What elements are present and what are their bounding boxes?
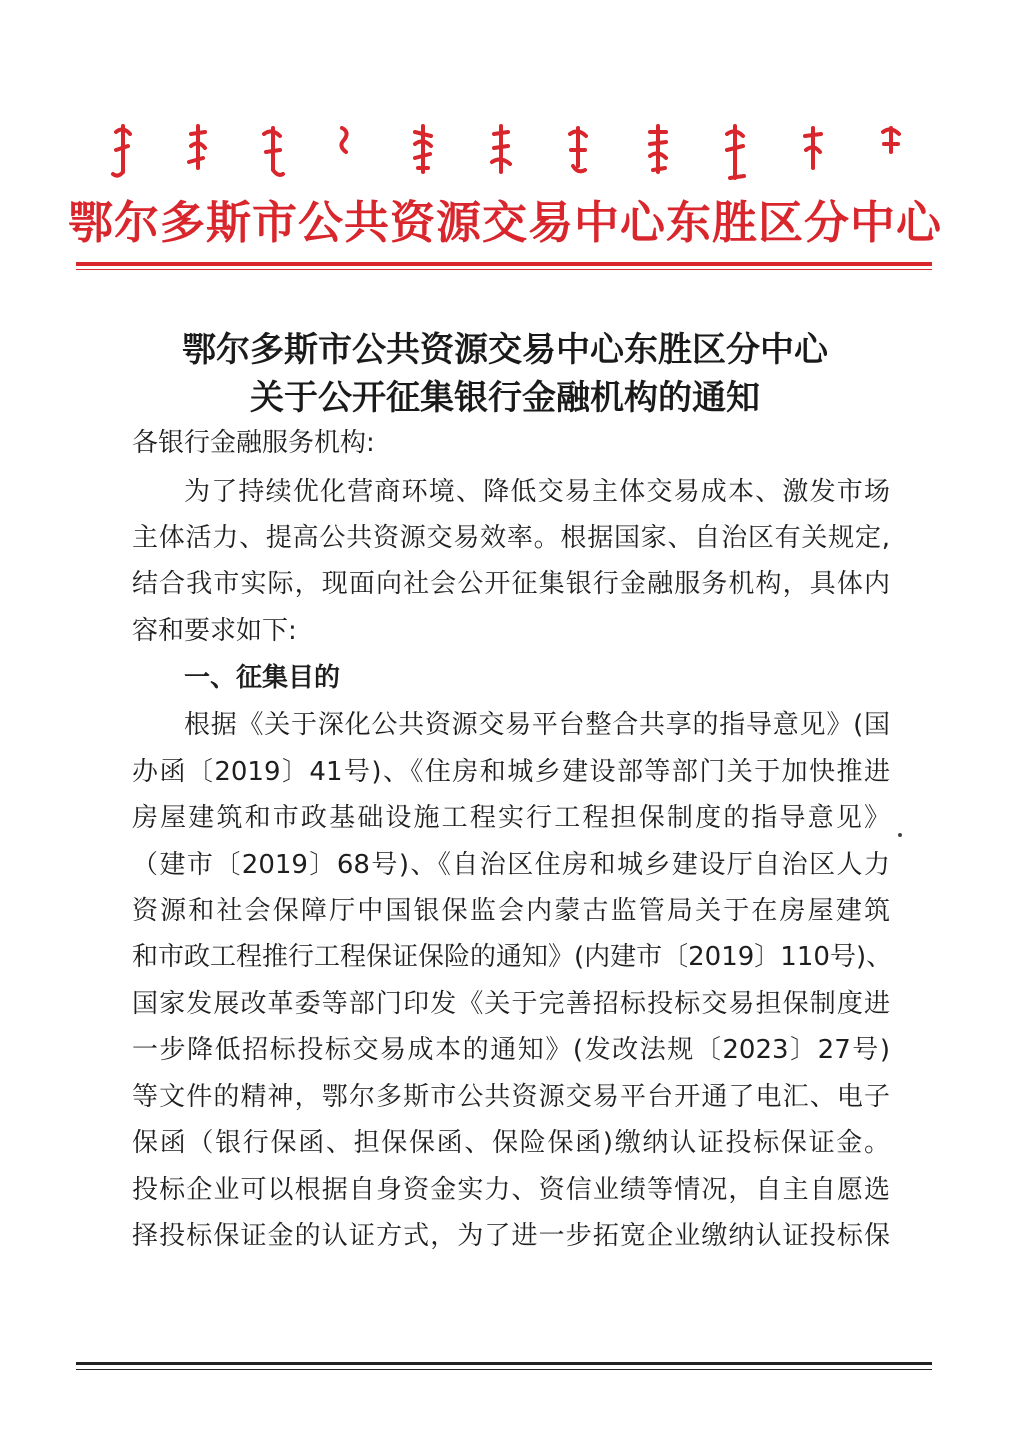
intro-line: 为了持续优化营商环境、降低交易主体交易成本、激发市场 [184, 477, 890, 507]
mongolian-glyph [258, 122, 288, 182]
section1-line: 保函（银行保函、担保保函、保险保函)缴纳认证投标保证金。 [132, 1128, 890, 1158]
mongolian-glyph [876, 122, 906, 182]
section1-line: 办函〔2019〕41号)、《住房和城乡建设部等部门关于加快推进 [132, 757, 890, 787]
salutation: 各银行金融服务机构: [132, 428, 375, 458]
notice-title-line-1: 鄂尔多斯市公共资源交易中心东胜区分中心 [182, 330, 828, 370]
intro-line: 结合我市实际，现面向社会公开征集银行金融服务机构，具体内 [132, 569, 890, 599]
section1-line: 择投标保证金的认证方式，为了进一步拓宽企业缴纳认证投标保 [132, 1221, 890, 1251]
mongolian-glyph [798, 122, 828, 182]
section1-line: 资源和社会保障厅中国银保监会内蒙古监管局关于在房屋建筑 [132, 896, 890, 926]
notice-title-line-2: 关于公开征集银行金融机构的通知 [250, 378, 760, 418]
intro-line: 主体活力、提高公共资源交易效率。根据国家、自治区有关规定, [132, 523, 890, 553]
mongolian-script-letterhead [108, 122, 908, 182]
scan-speck [898, 833, 902, 837]
mongolian-glyph [108, 122, 138, 182]
letterhead-org-name: 鄂尔多斯市公共资源交易中心东胜区分中心 [67, 196, 942, 249]
letterhead-divider-thick [76, 262, 932, 266]
section1-line: 房屋建筑和市政基础设施工程实行工程担保制度的指导意见》 [132, 803, 890, 833]
section1-line: 投标企业可以根据自身资金实力、资信业绩等情况，自主自愿选 [132, 1175, 890, 1205]
letterhead-divider-thin [76, 269, 932, 270]
mongolian-glyph [720, 122, 750, 182]
section1-line: 国家发展改革委等部门印发《关于完善招标投标交易担保制度进 [132, 989, 890, 1019]
footer-divider-thin [76, 1369, 932, 1370]
section1-line: （建市〔2019〕68号)、《自治区住房和城乡建设厅自治区人力 [132, 850, 890, 880]
mongolian-glyph [330, 122, 360, 182]
section1-line: 等文件的精神，鄂尔多斯市公共资源交易平台开通了电汇、电子 [132, 1082, 890, 1112]
intro-line: 容和要求如下: [132, 616, 297, 646]
mongolian-glyph [408, 122, 438, 182]
mongolian-glyph [183, 122, 213, 182]
footer-divider-thick [76, 1362, 932, 1365]
section1-line: 和市政工程推行工程保证保险的通知》(内建市〔2019〕110号)、 [132, 942, 893, 972]
mongolian-glyph [486, 122, 516, 182]
mongolian-glyph [563, 122, 593, 182]
section1-line: 根据《关于深化公共资源交易平台整合共享的指导意见》(国 [184, 710, 890, 740]
section-heading-1: 一、征集目的 [184, 663, 341, 693]
section1-line: 一步降低招标投标交易成本的通知》(发改法规〔2023〕27号) [132, 1035, 890, 1065]
mongolian-glyph [643, 122, 673, 182]
